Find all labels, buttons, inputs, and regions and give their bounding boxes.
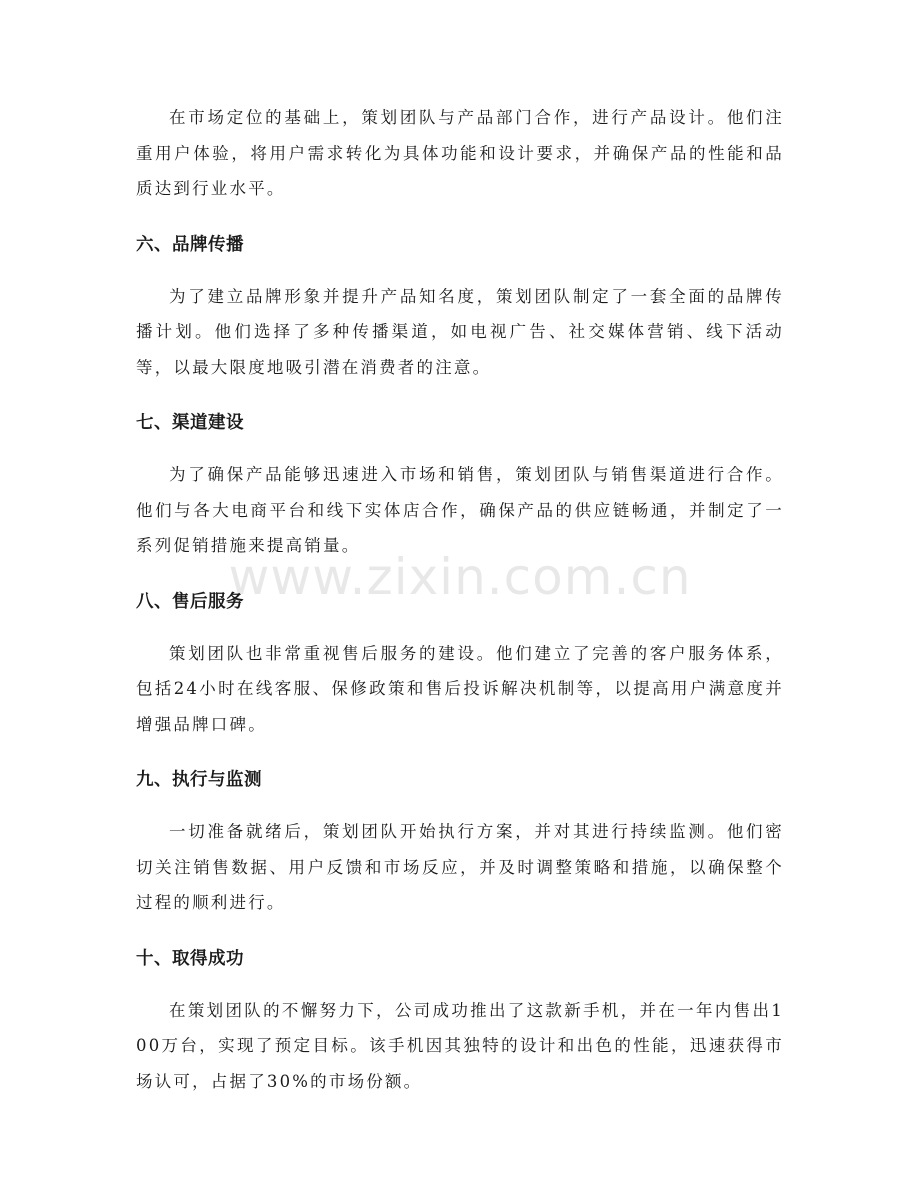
section-body-execution: 一切准备就绪后，策划团队开始执行方案，并对其进行持续监测。他们密切关注销售数据、用户反馈和市场反应，并及时调整策略和措施，以确保整个过程的顺利进行。 bbox=[136, 822, 784, 912]
section-body-brand: 为了建立品牌形象并提升产品知名度，策划团队制定了一套全面的品牌传播计划。他们选择了多种传播渠道，如电视广告、社交媒体营销、线下活动等，以最大限度地吸引潜在消费者的注意。 bbox=[136, 286, 784, 377]
intro-paragraph: 在市场定位的基础上，策划团队与产品部门合作，进行产品设计。他们注重用户体验，将用户需求转化为具体功能和设计要求，并确保产品的性能和品质达到行业水平。 bbox=[136, 108, 784, 198]
section-heading-success: 十、取得成功 bbox=[136, 948, 244, 969]
section-body-aftersales: 策划团队也非常重视售后服务的建设。他们建立了完善的客户服务体系，包括24小时在线客服、保修政策和售后投诉解决机制等，以提高用户满意度并增强品牌口碑。 bbox=[136, 643, 784, 734]
section-heading-channel: 七、渠道建设 bbox=[136, 413, 244, 433]
section-body-channel: 为了确保产品能够迅速进入市场和销售，策划团队与销售渠道进行合作。他们与各大电商平台和线下实体店合作，确保产品的供应链畅通，并制定了一系列促销措施来提高销量。 bbox=[136, 465, 784, 555]
section-heading-execution: 九、执行与监测 bbox=[136, 770, 262, 790]
section-body-success: 在策划团队的不懈努力下，公司成功推出了这款新手机，并在一年内售出100万台，实现了预定目标。该手机因其独特的设计和出色的性能，迅速获得市场认可，占据了30%的市场份额。 bbox=[136, 1000, 784, 1091]
watermark: www.zixin.com.cn bbox=[228, 548, 692, 606]
document-body bbox=[136, 100, 784, 1099]
section-heading-aftersales: 八、售后服务 bbox=[136, 591, 244, 612]
section-heading-brand: 六、品牌传播 bbox=[136, 234, 244, 255]
